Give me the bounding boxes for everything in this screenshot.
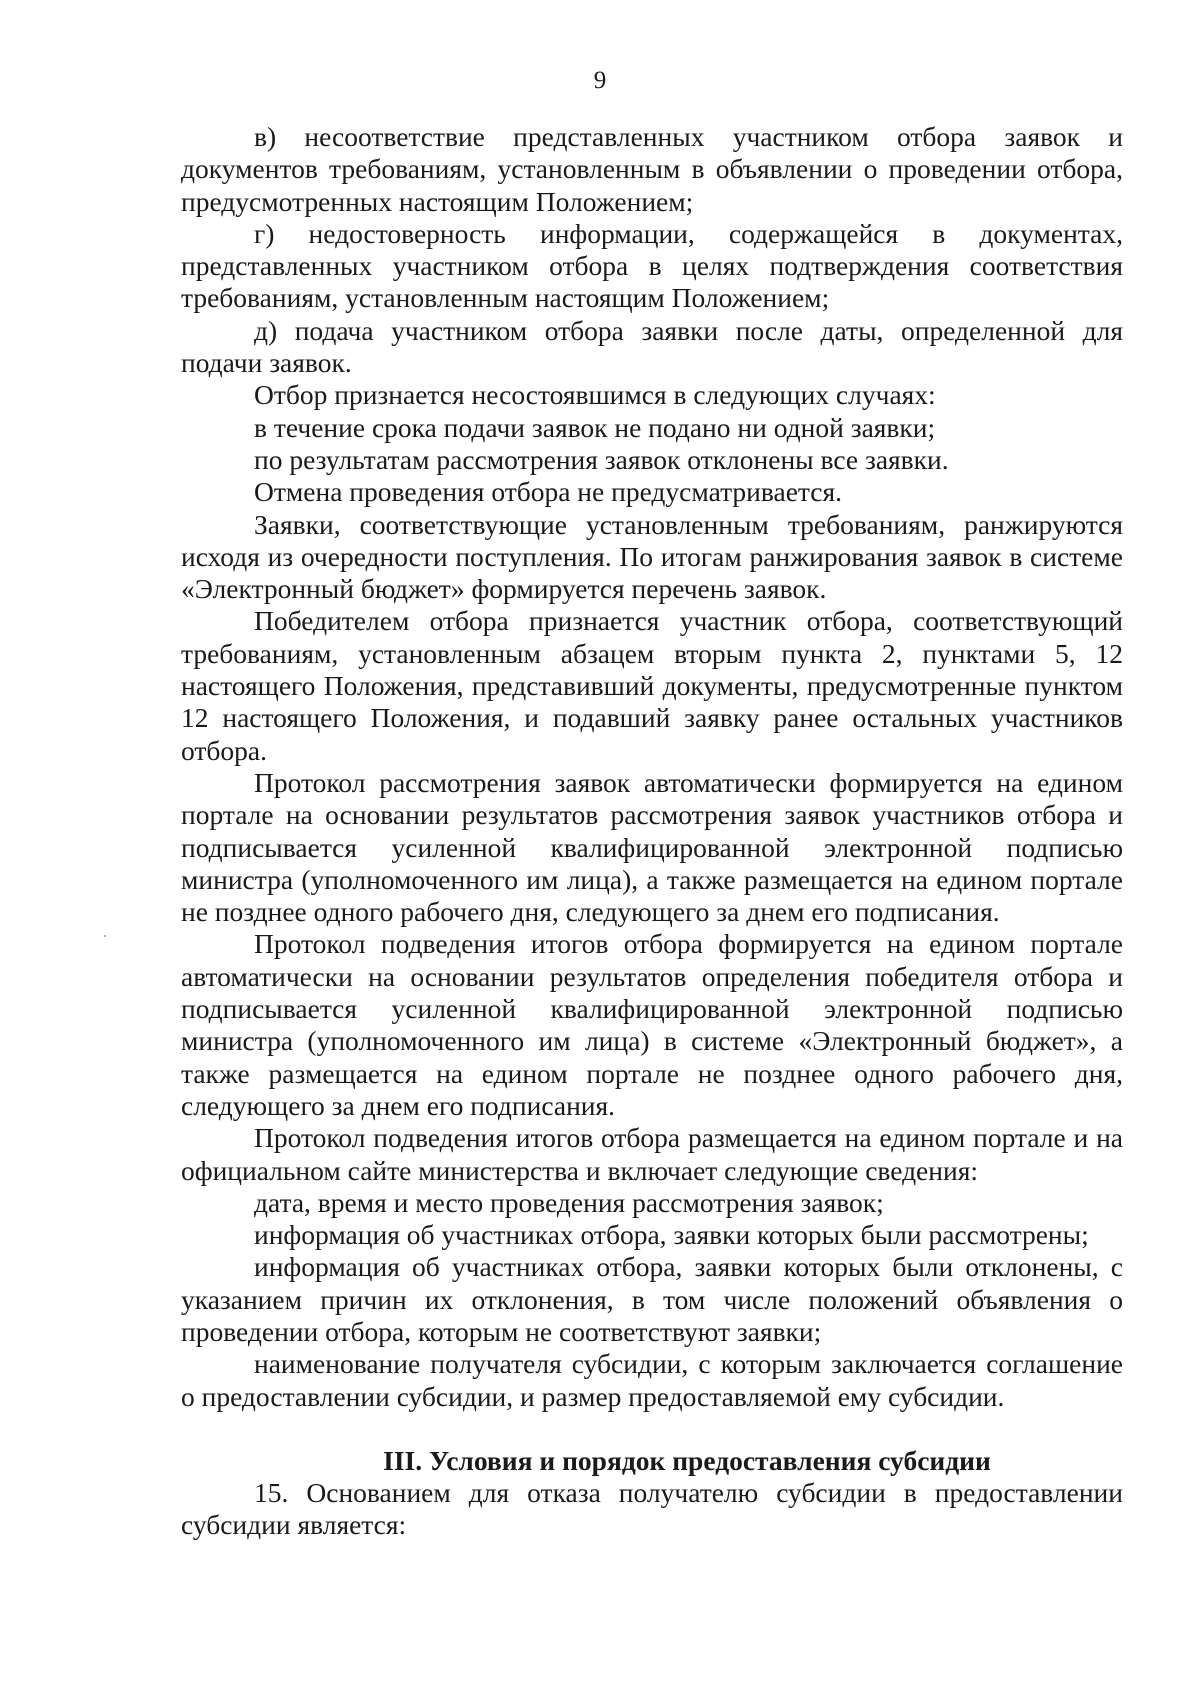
paragraph-review-protocol: Протокол рассмотрения заявок автоматически формируется на едином портале на основании результатов рассмотрения заявок участников отбора и подписывается усиленной квалифицированной электронной подписью министра (уполномоченного им лица), а также размещается на едином портале не позднее одного рабочего дня, следующего за днем его подписания.: [181, 766, 1123, 928]
paragraph-no-cancellation: Отмена проведения отбора не предусматривается.: [254, 476, 843, 508]
paragraph-item-d: д) подача участником отбора заявки после даты, определенной для подачи заявок.: [181, 314, 1123, 379]
paragraph-no-applications: в течение срока подачи заявок не подано ни одной заявки;: [254, 411, 936, 443]
paragraph-all-rejected: по результатам рассмотрения заявок отклонены все заявки.: [254, 443, 949, 475]
list-item-date-place: дата, время и место проведения рассмотрения заявок;: [254, 1186, 884, 1218]
paragraph-results-publication: Протокол подведения итогов отбора размещается на едином портале и на официальном сайте министерства и включает следующие сведения:: [181, 1122, 1123, 1186]
page-number: 9: [593, 67, 607, 94]
list-item-rejected-participants: информация об участниках отбора, заявки которых были отклонены, с указанием причин их отклонения, в том числе положений объявления о проведении отбора, которым не соответствуют заявки;: [181, 1251, 1123, 1347]
paragraph-item-15: 15. Основанием для отказа получателю субсидии в предоставлении субсидии является:: [181, 1477, 1123, 1541]
section-heading: III. Условия и порядок предоставления субсидии: [383, 1444, 991, 1476]
paragraph-item-v: в) несоответствие представленных участником отбора заявок и документов требованиям, установленным в объявлении о проведении отбора, предусмотренных настоящим Положением;: [181, 121, 1123, 217]
paragraph-selection-failed: Отбор признается несостоявшимся в следующих случаях:: [254, 379, 936, 411]
paragraph-item-g: г) недостоверность информации, содержащейся в документах, представленных участником отбора в целях подтверждения соответствия требованиям, установленным настоящим Положением;: [181, 217, 1123, 314]
list-item-recipient: наименование получателя субсидии, с которым заключается соглашение о предоставлении субсидии, и размер предоставляемой ему субсидии.: [181, 1348, 1123, 1412]
scan-speck: [104, 935, 106, 937]
paragraph-results-protocol: Протокол подведения итогов отбора формируется на едином портале автоматически на основании результатов определения победителя отбора и подписывается усиленной квалифицированной электронной подписью министра (уполномоченного им лица) в системе «Электронный бюджет», а также размещается на едином портале не позднее одного рабочего дня, следующего за днем его подписания.: [181, 928, 1123, 1121]
document-body: [181, 121, 1123, 1542]
paragraph-winner: Победителем отбора признается участник отбора, соответствующий требованиям, установленным абзацем вторым пункта 2, пунктами 5, 12 настоящего Положения, представивший документы, предусмотренные пунктом 12 настоящего Положения, и подавший заявку ранее остальных участников отбора.: [181, 605, 1123, 766]
paragraph-ranking: Заявки, соответствующие установленным требованиям, ранжируются исходя из очередности поступления. По итогам ранжирования заявок в системе «Электронный бюджет» формируется перечень заявок.: [181, 508, 1123, 605]
list-item-reviewed-participants: информация об участниках отбора, заявки которых были рассмотрены;: [254, 1219, 1089, 1251]
